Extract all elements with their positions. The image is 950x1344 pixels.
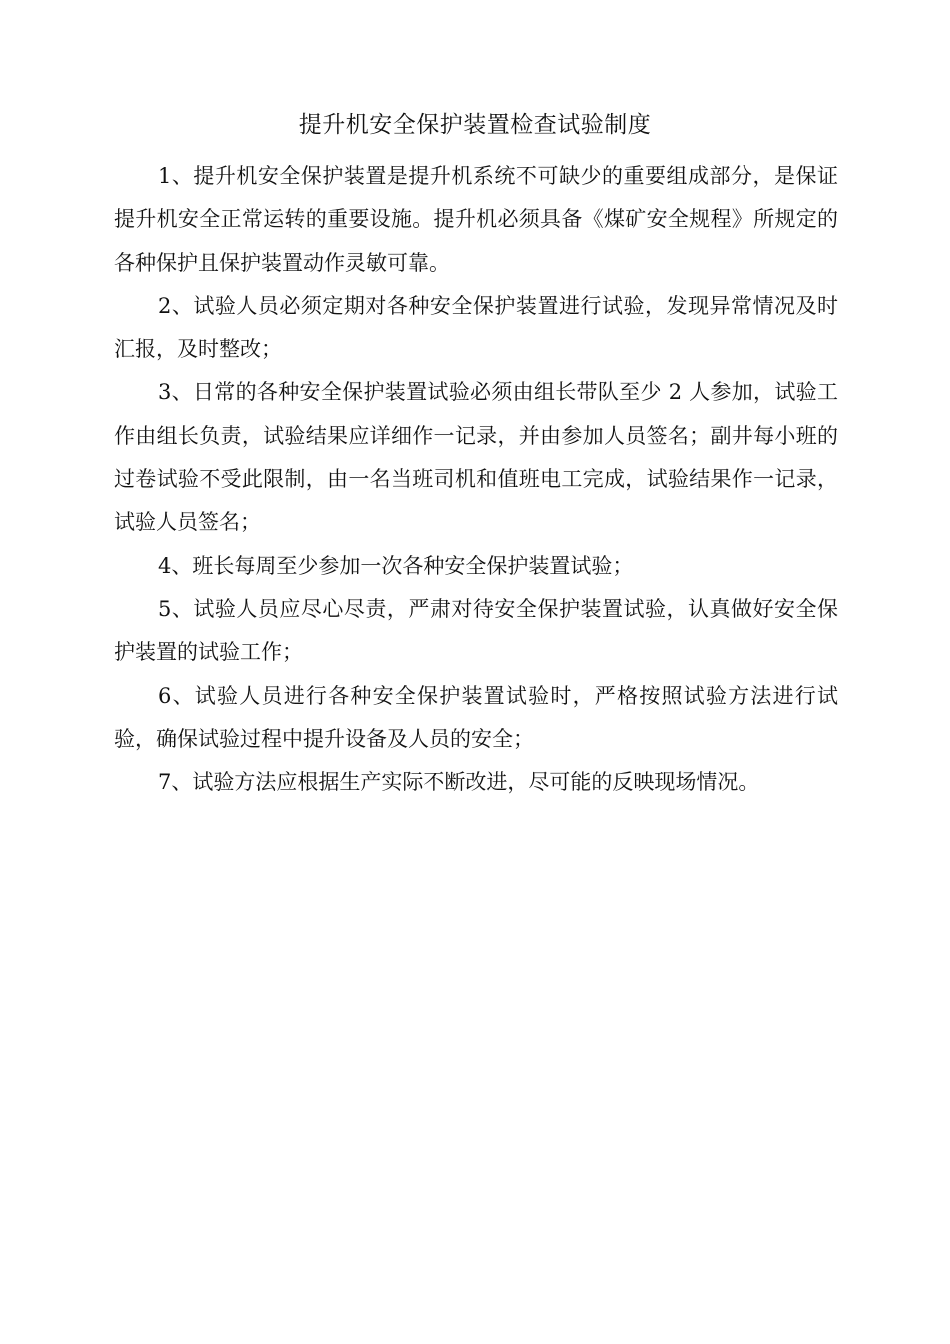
paragraph-6: 6、试验人员进行各种安全保护装置试验时，严格按照试验方法进行试验，确保试验过程中提升设备及人员的安全； bbox=[114, 683, 838, 751]
document-body bbox=[114, 155, 838, 804]
paragraph-3: 3、日常的各种安全保护装置试验必须由组长带队至少 2 人参加，试验工作由组长负责，试验结果应详细作一记录，并由参加人员签名；副井每小班的过卷试验不受此限制，由一名当班司机和值班电工完成，试验结果作一记录，试验人员签名； bbox=[114, 380, 838, 535]
paragraph-1: 1、提升机安全保护装置是提升机系统不可缺少的重要组成部分，是保证提升机安全正常运转的重要设施。提升机必须具备《煤矿安全规程》所规定的各种保护且保护装置动作灵敏可靠。 bbox=[114, 164, 838, 275]
page-title: 提升机安全保护装置检查试验制度 bbox=[298, 112, 652, 138]
paragraph-4: 4、班长每周至少参加一次各种安全保护装置试验； bbox=[158, 553, 634, 578]
paragraph-5: 5、试验人员应尽心尽责，严肃对待安全保护装置试验，认真做好安全保护装置的试验工作； bbox=[114, 596, 838, 665]
paragraph-7: 7、试验方法应根据生产实际不断改进，尽可能的反映现场情况。 bbox=[158, 770, 760, 795]
paragraph-2: 2、试验人员必须定期对各种安全保护装置进行试验，发现异常情况及时汇报，及时整改； bbox=[114, 293, 838, 362]
